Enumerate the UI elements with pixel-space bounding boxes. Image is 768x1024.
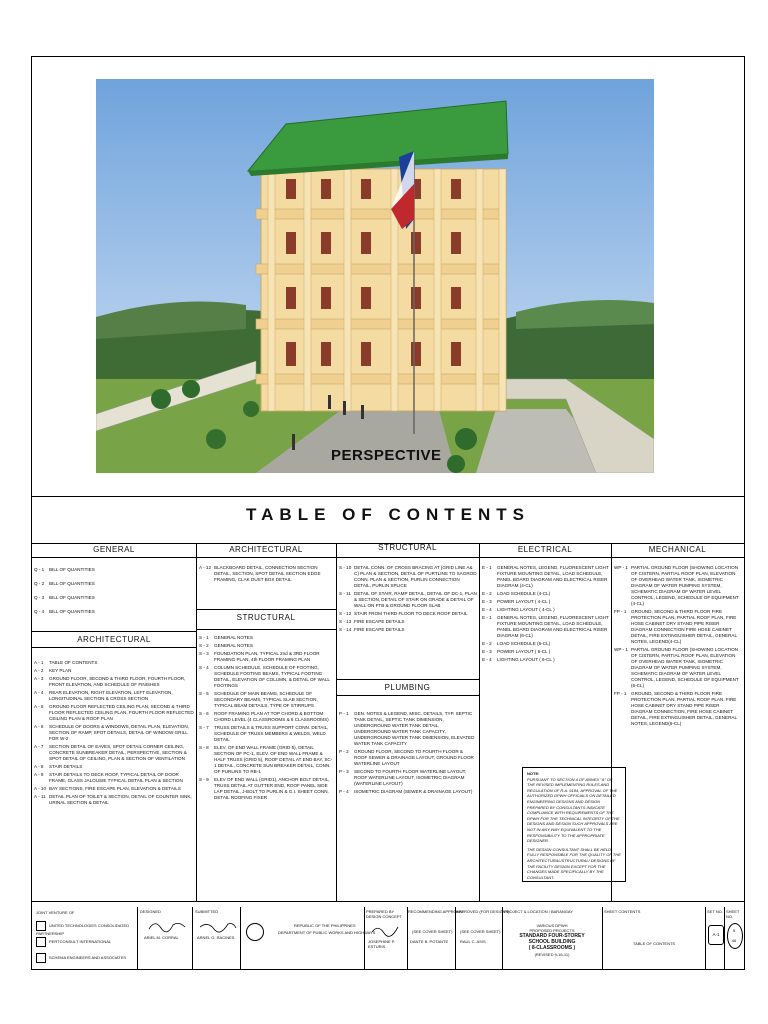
toc-entry-code: E - 1 [482,615,492,620]
firm-1-name: UNITED TECHNOLOGIES CONSOLIDATED PARTNERSHIP [36,923,130,936]
toc-entry-desc: BILL OF QUANTITIES [49,595,95,600]
toc-entry-desc: REAR ELEVATION, RIGHT ELEVATION, LEFT ELEVATION, LONGITUDINAL SECTION & CROSS SECTION [49,690,173,701]
republic-label: REPUBLIC OF THE PHILIPPINES [294,923,356,928]
toc-entry-desc: ROOF FRAMING PLAN AT TOP CHORD & BOTTOM CHORD LEVEL (4 CLASSROOMS & 6 CLASSROOMS) [214,711,329,722]
structural-list-cont [339,565,477,635]
toc-entry-code: Q - 4 [34,609,45,614]
toc-entry-code: WP - 1 [614,565,628,570]
approved-label: APPROVED (FOR DESIGNS) [456,909,510,914]
toc-entry [339,749,477,767]
toc-entry [482,607,609,613]
toc-entry-desc: BILL OF QUANTITIES [49,567,95,572]
joint-venture-label: JOINT VENTURE OF [36,910,75,915]
toc-entry-desc: COLUMN SCHEDULE, SCHEDULE OF FOOTING, SCHEDULE FOOTING BEAMS, TYPICAL FOOTING DETAIL, ELEVATION OF COLUMN, & DETAIL OF WALL FOOTINGS [214,665,330,688]
toc-entry-desc: PARTIAL GROUND FLOOR (SHOWING LOCATION OF CISTERN, PARTIAL ROOF PLAN, ELEVATION OF OVERHEAD WATER TANK, ISOMETRIC DIAGRAM OF WATER PUMPING SYSTEM, SCHEMATIC DIAGRAM OF WATER LEVEL CONTROL, LEGEND, SCHEDULE OF EQUIPMENT (6-CL) [631,647,739,688]
header-architectural: ARCHITECTURAL [229,545,303,554]
toc-entry-code: Q - 1 [34,567,45,572]
toc-entry [34,764,194,770]
plumbing-list [339,711,477,797]
note-paragraph-2: THE DESIGN CONSULTANT SHALL BE HELD FULLY RESPONSIBLE FOR THE QUALITY OF THE ARCHITECTURAL/STRUCTURAL/ DESIGNS OF THE FACILITY DESIGN EXCEPT FOR THE CHANGES MADE SPECIFICALLY BY THE CONSULTANT. [527,846,621,880]
toc-entry-desc: KEY PLAN [49,668,72,673]
sheet-code: A-1 [708,925,724,945]
toc-entry-desc: DETAIL CONN. OF CROSS BRACING AT (GRID LINE A& C) PLAN & SECTION, DETAIL OF PURTLINS TO SAGROD CONN. PLAN & SECTION, PURLIN CONNECTION DETAIL, PURLIN SPLICE [354,565,477,588]
toc-entry-desc: GENERAL NOTES [214,635,253,640]
toc-entry-desc: FOUNDATION PLAN, TYPICAL 2nd & 3RD FLOOR FRAMING PLAN, 4th FLOOR FRAMING PLAN [214,651,320,662]
toc-entry-code: A - 10 [34,786,47,791]
header-architectural-sub: ARCHITECTURAL [77,635,151,644]
see-cover-2: (SEE COVER SHEET) [460,929,501,934]
toc-entry [34,581,194,587]
toc-entry-desc: POWER LAYOUT ( 6-CL ) [497,649,551,654]
toc-entry-desc: DETAIL PLAN OF TOILET & SECTION, DETAIL OF COUNTER SINK, URINAL SECTION & DETAIL [49,794,192,805]
toc-entry-code: S - 13 [339,619,352,624]
toc-entry-desc: GENERAL NOTES, LEGEND, FLUORESCENT LIGHT FIXTURE MOUNTING DETAIL, LOAD SCHEDULE, PANEL BOARD DIAGRAM AND ELECTRICAL RISER DIAGRAM (4-CL) [497,565,609,588]
toc-entry-desc: SECTION DETAIL OF EAVES, SPOT DETAIL CORNER CEILING, CONCRETE SUNBREAKER DETAIL, PERSPECTIVE, SECTION & SPOT DETAIL OF CEILING, PLAN & SECTION OF VENTILATION [49,744,187,761]
toc-entry-code: S - 5 [199,691,209,696]
toc-entry [339,789,477,795]
mechanical-list [614,565,742,729]
department-label: DEPARTMENT OF PUBLIC WORKS AND HIGHWAYS [278,930,376,935]
toc-entry-desc: BLACKBOARD DETAIL, CONNECTION SECTION DETAIL, SECTION, SPOT DETAIL SECTION EDGE FRAMING, CLAK DUST BOX DETAIL [214,565,321,582]
project-line-4: SCHOOL BUILDING [528,939,576,945]
sheet-number-badge [727,923,743,949]
toc-entry [199,711,334,723]
toc-entry-desc: SCHEDULE OF DOORS & WINDOWS, DETAIL PLAN, ELEVATION, SECTION OF RAMP, SPOT DETAILS, DETAIL OF WINDOW GRILL FOR W-2 [49,724,189,741]
firm-2 [36,937,136,947]
toc-entry [614,565,742,607]
toc-entry-desc: GROUND FLOOR, SECOND TO FOURTH FLOOR & ROOF SEWER & DRAINAGE LAYOUT, GROUND FLOOR WATERLINE LAYOUT [354,749,474,766]
toc-entry-code: S - 2 [199,643,209,648]
project-line-6: (REVISED 9-16-11) [534,952,570,957]
project-label: PROJECT & LOCATION / BARANGAY [504,909,573,914]
toc-entry-desc: SECOND TO FOURTH FLOOR WATERLINE LAYOUT, ROOF WATERLINE LAYOUT, ISOMETRIC DIAGRAM (WATERLINE LAYOUT) [354,769,467,786]
toc-entry [339,565,477,589]
toc-entry-code: A - 7 [34,744,44,749]
toc-entry-code: WP - 1 [614,647,628,652]
toc-entry [339,619,477,625]
toc-entry-code: FP - 1 [614,609,627,614]
toc-entry-code: A - 8 [34,764,44,769]
toc-entry [199,565,334,583]
toc-entry-code: S - 9 [199,777,209,782]
submitter-name: ARNEL G. RACINES [197,935,235,940]
toc-entry [199,643,334,649]
toc-entry-code: FP - 1 [614,691,627,696]
toc-entry [339,591,477,609]
toc-entry-desc: POWER LAYOUT ( 4-CL ) [497,599,551,604]
toc-entry-desc: PARTIAL GROUND FLOOR (SHOWING LOCATION OF CISTERN, PARTIAL ROOF PLAN, ELEVATION OF OVERHEAD WATER TANK, ISOMETRIC DIAGRAM OF WATER PUMPING SYSTEM, SCHEMATIC DIAGRAM OF WATER LEVEL CONTROL, LEGEND, SCHEDULE OF EQUIPMENT (4-CL) [631,565,739,606]
firm-2-name: PERTCONSULT INTERNATIONAL [49,939,112,945]
toc-entry [339,611,477,617]
toc-entry-desc: GEN. NOTES & LEGEND, MISC. DETAILS, TYP. SEPTIC TANK DETAIL, SEPTIC TANK DIMENSION, UNDERGROUND WATER TANK DETAIL, UNDERGROUND WATER TANK CAPACITY, UNDERGROUND WATER TANK DIMENSION, ELEVATED WATER TANK CAPACITY [354,711,475,746]
designed-label: DESIGNED [140,909,161,914]
toc-entry-code: S - 14 [339,627,352,632]
toc-entry-desc: LOAD SCHEDULE (4-CL) [497,591,551,596]
toc-entry [482,615,609,639]
toc-entry [199,691,334,709]
person-1: JOSEPHINE P. ESTURIS [368,939,396,949]
toc-entry-code: A - 9 [34,772,44,777]
toc-entry-desc: TRUSS DETAILS & TRUSS SUPPORT CONN. DETAIL, SCHEDULE OF TRUSS MEMBERS & WELDS, WELD DETAIL [214,725,329,742]
toc-entry-desc: GROUND FLOOR, SECOND & THIRD FLOOR, FOURTH FLOOR, FRONT ELEVATION, AND SCHEDULE OF FINISHES [49,676,186,687]
toc-entry-code: E - 4 [482,657,492,662]
see-cover-1: (SEE COVER SHEET) [412,929,453,934]
toc-entry-code: E - 3 [482,649,492,654]
toc-entry-desc: GENERAL NOTES, LEGEND, FLUORESCENT LIGHT FIXTURE MOUNTING DETAIL, LOAD SCHEDULE, PANEL BOARD DIAGRAM AND ELECTRICAL RISER DIAGRAM (6-CL) [497,615,609,638]
toc-entry-code: S - 4 [199,665,209,670]
toc-entry-desc: ISOMETRIC DIAGRAM (SEWER & DRAINAGE LAYOUT) [354,789,473,794]
toc-entry-desc: LOAD SCHEDULE (6-CL) [497,641,551,646]
toc-entry [339,769,477,787]
perspective-rendering [96,79,654,473]
recommending-label: RECOMMENDING APPROVAL [408,909,464,914]
project-line-5: ( 8-CLASSROOMS ) [528,945,576,951]
toc-entry-code: A - 5 [34,704,44,709]
toc-entry [34,794,194,806]
toc-entry-desc: GENERAL NOTES [214,643,253,648]
designer-signature [147,919,187,933]
building-illustration [96,79,654,473]
toc-entry [34,668,194,674]
header-plumbing: PLUMBING [384,683,431,692]
toc-entry [34,676,194,688]
toc-entry-desc: BILL OF QUANTITIES [49,581,95,586]
toc-entry [614,647,742,689]
sheet-contents: TABLE OF CONTENTS [632,941,676,946]
toc-entry-code: Q - 2 [34,581,45,586]
toc-entry [34,772,194,784]
toc-entry-desc: LIGHTING LAYOUT ( 6-CL ) [497,657,555,662]
sheet-number: 5 [732,928,736,933]
project-line-1: VARIOUS DPWH [536,923,568,928]
toc-entry [34,609,194,615]
toc-entry-desc: LIGHTING LAYOUT ( 4-CL ) [497,607,555,612]
toc-entry-desc: DETAIL OF STAIR, RAMP DETAIL, DETAIL OF DC-1, PLAN & SECTION, DETAIL OF STAIR ON GRADE & DETAIL OF WALL ON FTB & GROUND FLOOR SLAB [354,591,477,608]
toc-entry-code: E - 1 [482,565,492,570]
toc-entry-code: P - 3 [339,769,349,774]
toc-entry-desc: BILL OF QUANTITIES [49,609,95,614]
toc-entry-desc: STAIR FROM THIRD FLOOR TO DECK ROOF DETAIL [354,611,468,616]
project-line-2: PROPOSED PROJECTS [529,928,575,933]
toc-entry-code: S - 1 [199,635,209,640]
toc-entry-code: A - 2 [34,668,44,673]
firm-1 [36,921,136,936]
header-structural: STRUCTURAL [378,543,437,552]
architectural-list-cont [199,565,334,585]
toc-entry [34,690,194,702]
toc-entry-code: P - 2 [339,749,349,754]
toc-entry [34,704,194,722]
toc-entry-code: S - 8 [199,745,209,750]
toc-entry-code: E - 4 [482,607,492,612]
toc-entry [482,565,609,589]
sheet-total: 46 [731,938,737,943]
toc-entry [482,649,609,655]
structural-list [199,635,334,803]
toc-entry [34,660,194,666]
toc-entry-desc: SCHEDULE OF MAIN BEAMS, SCHEDULE OF SECONDARY BEAMS, TYPICAL SLAB SECTION, TYPICAL BEAM DETAILS, TYPE OF STIRRUPS [214,691,318,708]
toc-entry [482,599,609,605]
sheet-no-label: SHEET NO. [726,909,740,919]
designer-name: ARIEL M. CORRAL [144,935,179,940]
toc-entry [482,641,609,647]
toc-entry-desc: TABLE OF CONTENTS [49,660,98,665]
toc-entry-desc: GROUND FLOOR REFLECTED CEILING PLAN, SECOND & THIRD FLOOR REFLECTED CEILING PLAN, FOURTH FLOOR REFLECTED CEILING PLAN & ROOF PLAN [49,704,194,721]
toc-entry-desc: FIRE ESCAPE DETAILS [354,619,405,624]
header-structural-sub: STRUCTURAL [236,613,296,622]
toc-entry-desc: GROUND, SECOND & THIRD FLOOR FIRE PROTECTION PLAN, PARTIAL ROOF PLAN, FIRE HOSE CABINET DRY STAND PIPE RISER DIAGRAM CONNECTION FIRE HOSE CABINET DETAIL, FIRE EXTINGUISHER DETAIL, GENERAL NOTES, LEGEND(4-CL) [631,609,737,644]
toc-entry-desc: FIRE ESCAPE DETAILS [354,627,405,632]
toc-entry [199,651,334,663]
electrical-list [482,565,609,665]
toc-entry [34,744,194,762]
toc-entry [199,745,334,775]
toc-title: TABLE OF CONTENTS [246,505,530,524]
toc-entry [199,665,334,689]
header-electrical: ELECTRICAL [517,545,573,554]
note-title: NOTE: [527,771,540,776]
architectural-list [34,660,194,808]
person-3: RAUL C. ASIS [460,939,486,944]
toc-entry [199,635,334,641]
toc-entry [614,691,742,727]
toc-entry-code: A - 1 [34,660,44,665]
toc-entry-code: A - 3 [34,676,44,681]
prepared-label: PREPARED BY DESIGN CONCEPT [366,909,403,919]
toc-entry-code: E - 2 [482,591,492,596]
toc-entry [34,567,194,573]
toc-entry-desc: ELEV OF END WALL (GRID1), ANCHOR BOLT DETAIL, TRUSS DETAIL AT GUTTER END, ROOF PANEL SIDE LAP DETAIL, J-BOLT TO PURLIN & G.I. SHEET CONN. DETAIL ROOFING FIXER [214,777,330,800]
toc-entry-code: P - 4 [339,789,349,794]
toc-entry-desc: BAY SECTIONS, FIRE ESCAPE PLAN, ELEVATION & DETAILS [49,786,181,791]
toc-entry-desc: ELEV. OF END WALL FRAME (GRID 5), DETAIL SECTION OF PC-1, ELEV. OF END WALL FRAME & HALF TRUSS (GRID 5), ROOF DETAIL AT END BAY, SC-1 DETAIL, CONCRETE SUN BREAKER DETAIL, CONN. OF PURLINS TO RB-1 [214,745,333,774]
firm-3-name: SCHEMA ENGINEERS AND ASSOCIATES [49,955,127,961]
note-paragraph-1: PURSUANT TO SECTION 4 OF ANNEX "A" OF THE REVISED IMPLEMENTING RULES AND REGULATION OF R.A. 9184, APPROVAL OF THE AUTHORIZED DPWH OFFICIALS ON DETAILED ENGINEERING DESIGNS AND DESIGN PREPARED BY CONSULTANTS INDICATE COMPLIANCE WITH REQUIREMENTS OF THE DPWH FOR THE TECHNICAL INTEGRITY OF THE DESIGNS AND DESIGN SUCH APPROVALS ARE NOT IN ANY WAY EQUIVALENT TO THE RESPONSIBILITY TO THE APPROPRIATE DESIGNER. [527,776,620,844]
toc-entry-code: A - 6 [34,724,44,729]
toc-entry-code: E - 3 [482,599,492,604]
toc-entry [339,627,477,633]
dpwh-seal [246,923,264,941]
submitter-signature [198,919,238,933]
toc-entry [339,711,477,747]
toc-entry [34,595,194,601]
toc-entry [614,609,742,645]
person-2: DANTE B. POTANTE [410,939,449,944]
sheet-contents-label: SHEET CONTENTS [604,909,641,914]
toc-entry-code: S - 12 [339,611,352,616]
set-no-label: SET NO. [707,909,723,914]
toc-entry [34,786,194,792]
toc-entry [34,724,194,742]
toc-entry-code: P - 1 [339,711,349,716]
toc-entry-code: S - 10 [339,565,352,570]
header-mechanical: MECHANICAL [648,545,707,554]
toc-entry-desc: STAIR DETAILS TO DECK ROOF, TYPICAL DETAIL OF DOOR FRAME, GLASS JALOUSIE TYPICAL DETAIL PLAN & SECTION [49,772,183,783]
toc-entry-code: S - 11 [339,591,351,596]
toc-entry-code: S - 7 [199,725,209,730]
toc-entry [482,591,609,597]
drawing-sheet [31,56,745,970]
toc-entry-desc: STAIR DETAILS [49,764,83,769]
toc-entry-code: A - 12 [199,565,212,570]
toc-entry-code: S - 3 [199,651,209,656]
note-box [522,767,626,882]
perspective-label: PERSPECTIVE [331,447,442,464]
header-general: GENERAL [93,545,135,554]
toc-entry [199,777,334,801]
firm-3 [36,953,136,963]
toc-entry-code: E - 2 [482,641,492,646]
toc-entry [199,725,334,743]
preparer-signature [370,923,404,937]
toc-entry-desc: GROUND, SECOND & THIRD FLOOR FIRE PROTECTION PLAN, PARTIAL ROOF PLAN, FIRE HOSE CABINET DRY STAND PIPE RISER DIAGRAM CONNECTION, FIRE HOSE CABINET DETAIL, FIRE EXTINGUISHER DETAIL, GENERAL NOTES, LEGEND(6-CL) [631,691,737,726]
toc-entry-code: Q - 3 [34,595,45,600]
toc-entry-code: A - 4 [34,690,44,695]
general-list [34,567,194,623]
submitted-label: SUBMITTED [195,909,219,914]
toc-entry-code: S - 6 [199,711,209,716]
toc-entry-code: A - 11 [34,794,46,799]
project-line-3: STANDARD FOUR-STOREY [519,933,585,939]
toc-entry [482,657,609,663]
